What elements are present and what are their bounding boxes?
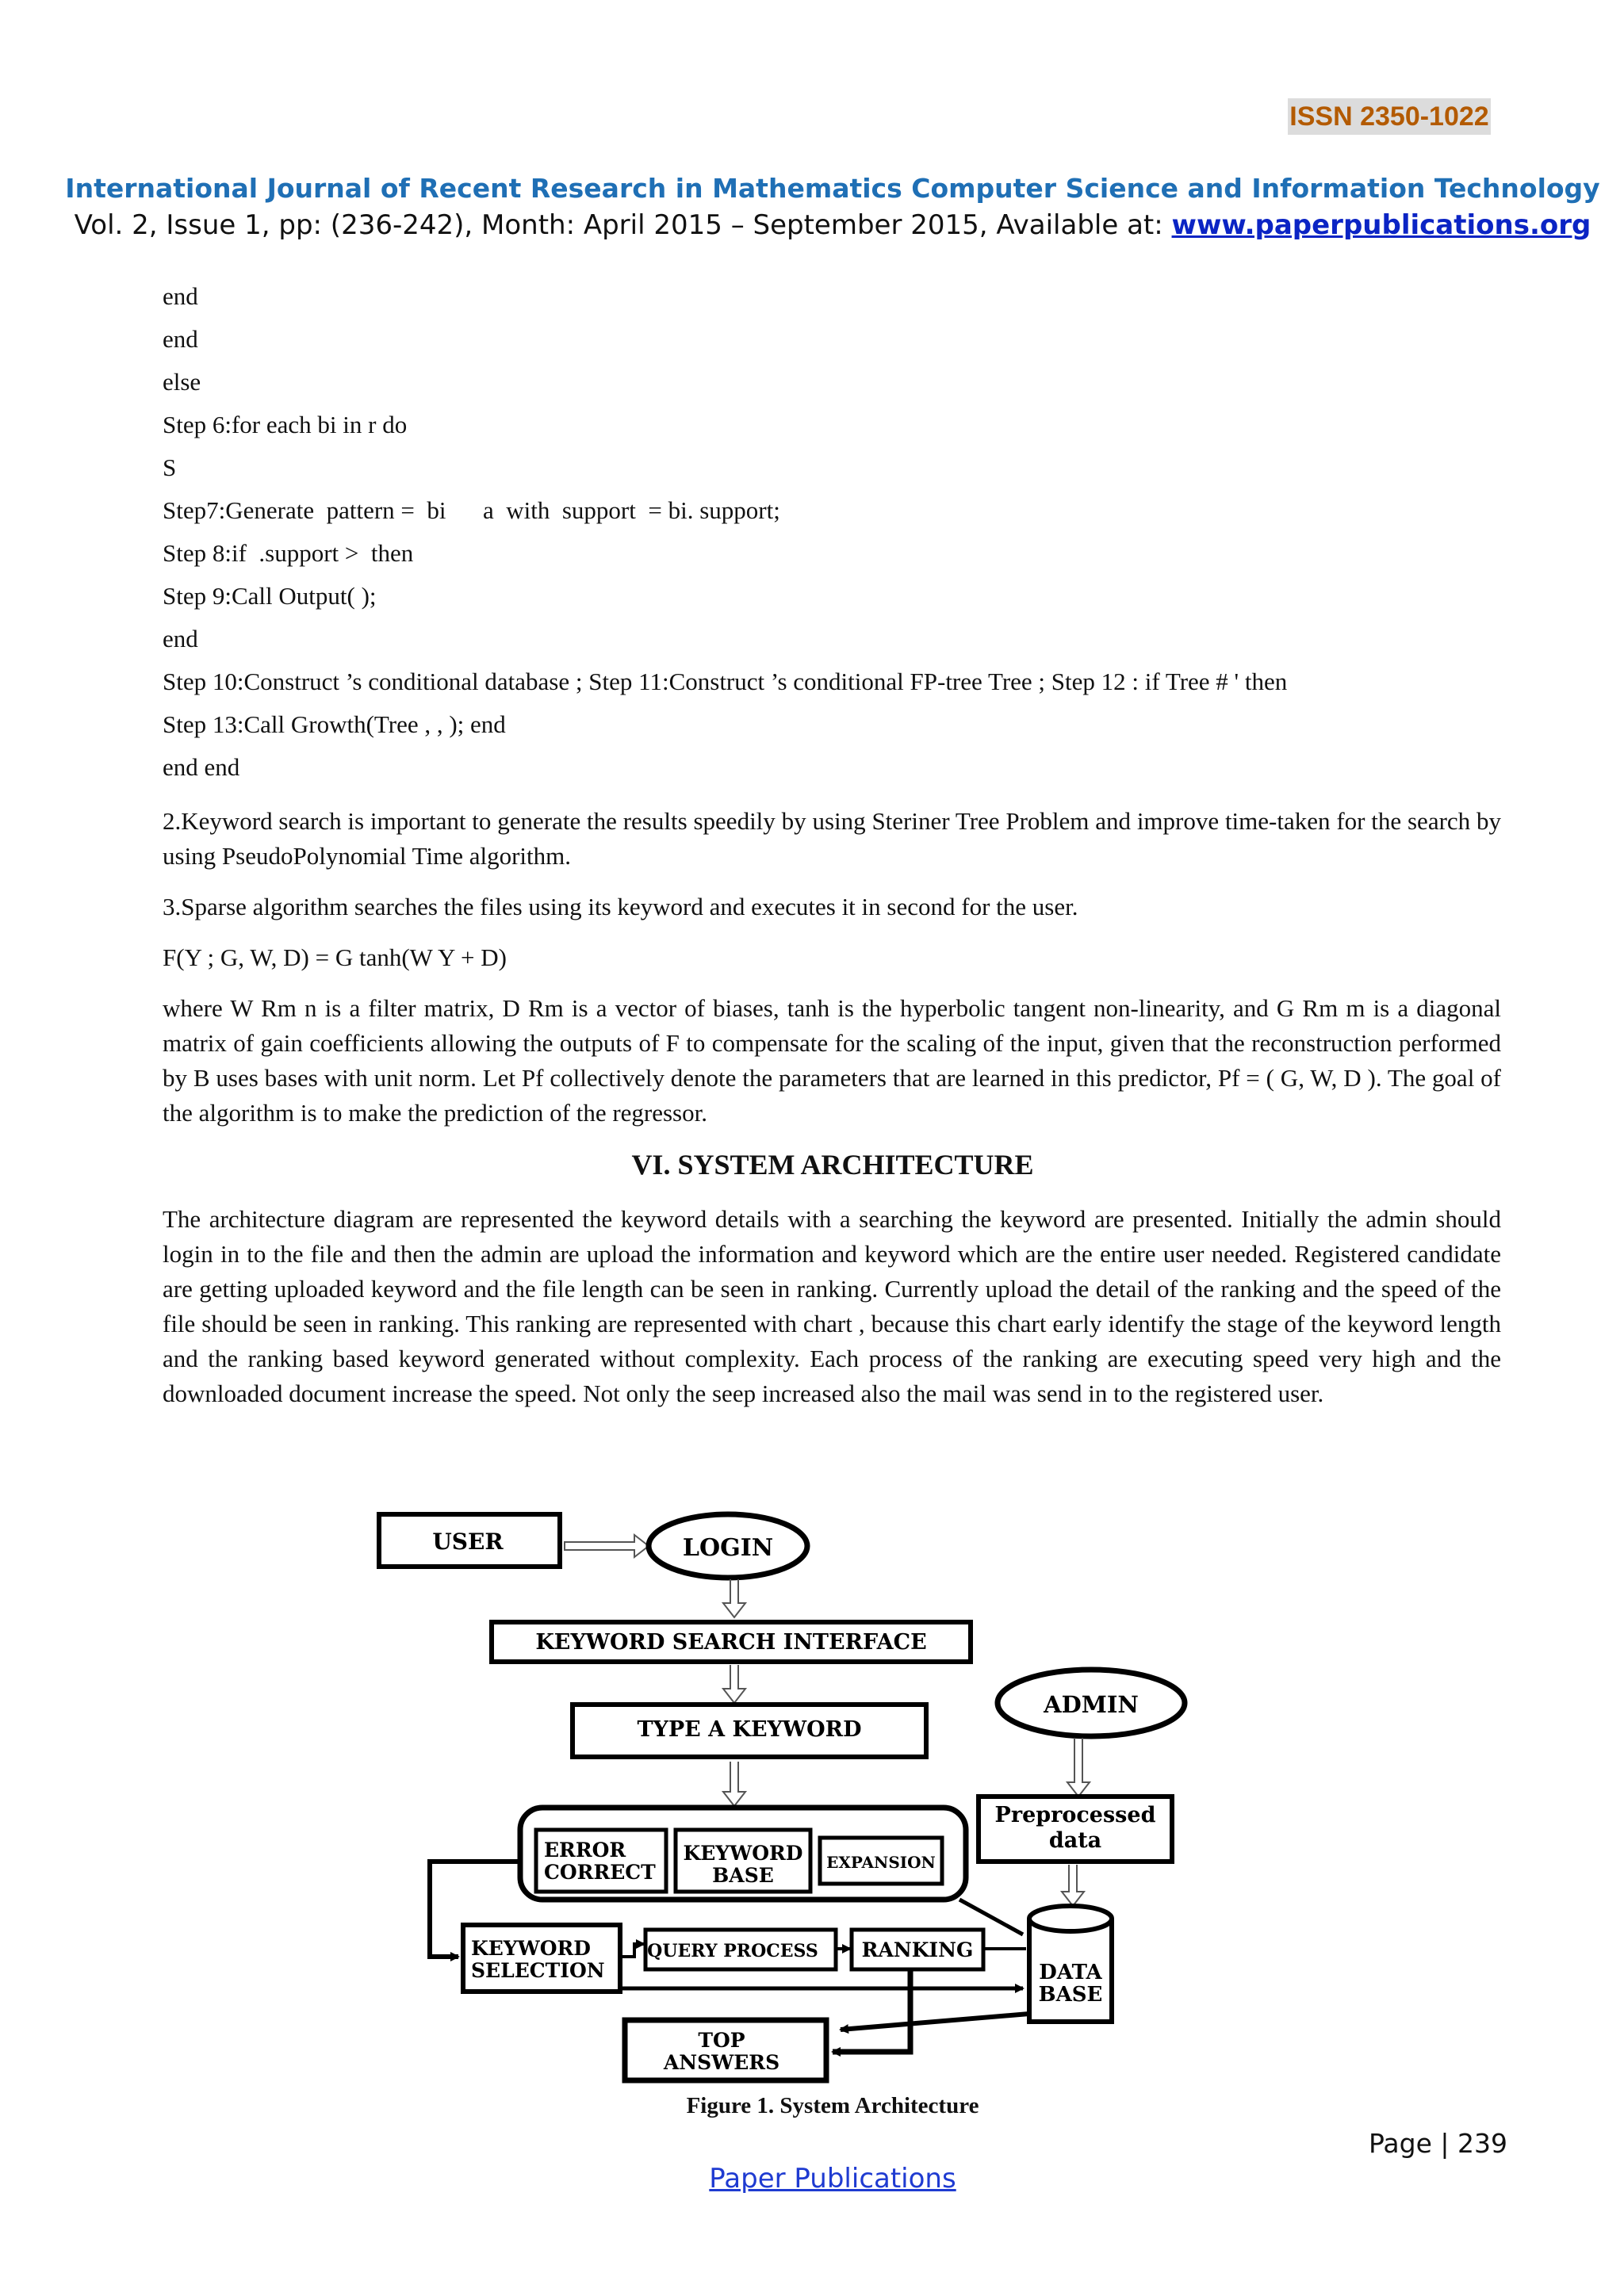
issn-badge: ISSN 2350-1022 bbox=[1288, 98, 1491, 135]
journal-title: International Journal of Recent Research in Mathematics Computer Science and Information Technology bbox=[65, 173, 1600, 204]
algo-line: S bbox=[163, 453, 177, 481]
arrow-type-group bbox=[723, 1762, 745, 1806]
connector-selection-query bbox=[620, 1944, 644, 1957]
user-label: USER bbox=[432, 1529, 504, 1555]
arrow-admin-preprocessed bbox=[1067, 1738, 1090, 1797]
error-label-2: CORRECT bbox=[544, 1861, 656, 1884]
ranking-label: RANKING bbox=[861, 1938, 974, 1961]
error-label-1: ERROR bbox=[544, 1839, 626, 1862]
database-label-2: BASE bbox=[1038, 1983, 1103, 2007]
paragraph-architecture: The architecture diagram are represented the keyword details with a searching the keyword are presented. Initially the admin should login in to the file and then the admin are upload the information and keyword which are the entire user needed. Registered candidate are getting uploaded keyword and the file length can be seen in ranking. Currently upload the detail of the ranking and the speed of the file should be seen in ranking. This ranking are represented with chart , because this chart early identify the stage of the keyword length and the ranking based keyword generated without complexity. Each process of the ranking are executing speed very high and the downloaded document increase the speed. Not only the seep increased also the mail was send in to the registered user. bbox=[163, 1205, 1501, 1407]
paragraph-sparse: 3.Sparse algorithm searches the files using its keyword and executes it in second for the user. bbox=[163, 893, 1078, 920]
algo-line: else bbox=[163, 368, 201, 396]
algo-line: Step 9:Call Output( ); bbox=[163, 582, 377, 610]
search-interface-label: KEYWORD SEARCH INTERFACE bbox=[535, 1630, 927, 1655]
volume-info: Vol. 2, Issue 1, pp: (236-242), Month: April 2015 – September 2015, Available at: bbox=[74, 209, 1163, 241]
admin-label: ADMIN bbox=[1044, 1691, 1139, 1718]
algo-line: end bbox=[163, 625, 198, 652]
type-keyword-label: TYPE A KEYWORD bbox=[637, 1717, 862, 1742]
algo-line: end end bbox=[163, 753, 240, 781]
algo-line: Step7:Generate pattern = bi a with support = bi. support; bbox=[163, 496, 780, 524]
keyword-selection-label-2: SELECTION bbox=[471, 1959, 605, 1982]
arrow-login-interface bbox=[723, 1579, 745, 1617]
algo-line: end bbox=[163, 282, 198, 310]
connector-database-top bbox=[841, 2014, 1029, 2030]
top-answers-label-1: TOP bbox=[698, 2029, 745, 2052]
keyword-base-label-2: BASE bbox=[712, 1864, 774, 1887]
figure-caption: Figure 1. System Architecture bbox=[686, 2093, 979, 2118]
algo-line: Step 6:for each bi in r do bbox=[163, 411, 408, 438]
expansion-label: EXPANSION bbox=[826, 1853, 936, 1872]
section-heading: VI. SYSTEM ARCHITECTURE bbox=[631, 1149, 1034, 1181]
algo-line: Step 8:if .support > then bbox=[163, 539, 414, 567]
paragraph-keyword-search: 2.Keyword search is important to generate the results speedily by using Steriner Tree Problem and improve time-taken for the search by using PseudoPolynomial Time algorithm. bbox=[163, 807, 1501, 870]
arrow-preprocessed-database bbox=[1062, 1865, 1084, 1906]
algo-line: Step 10:Construct ’s conditional database ; Step 11:Construct ’s conditional FP-tree Tree ; Step 12 : if Tree # ' then bbox=[163, 668, 1288, 695]
connector-ranking-top bbox=[833, 1969, 910, 2052]
top-answers-label-2: ANSWERS bbox=[663, 2051, 780, 2074]
database-label-1: DATA bbox=[1039, 1961, 1102, 1984]
arrow-user-login bbox=[565, 1535, 649, 1557]
page-number: Page | 239 bbox=[1369, 2128, 1507, 2159]
algo-line: Step 13:Call Growth(Tree , , ); end bbox=[163, 710, 506, 738]
login-label: LOGIN bbox=[682, 1534, 774, 1562]
query-process-label: QUERY PROCESS bbox=[647, 1941, 818, 1961]
website-link[interactable]: www.paperpublications.org bbox=[1171, 209, 1591, 241]
preprocessed-label-2: data bbox=[1048, 1828, 1102, 1853]
paragraph-where: where W Rm n is a filter matrix, D Rm is a vector of biases, tanh is the hyperbolic tangent non-linearity, and G Rm m is a diagonal matrix of gain coefficients allowing the outputs of F to compensate for the scaling of the input, given that the reconstruction performed by B uses bases with unit norm. Let Pf collectively denote the parameters that are learned in this predictor, Pf = ( G, W, D ). The goal of the algorithm is to make the prediction of the regressor. bbox=[163, 994, 1501, 1127]
keyword-selection-label-1: KEYWORD bbox=[471, 1937, 591, 1960]
formula: F(Y ; G, W, D) = G tanh(W Y + D) bbox=[163, 943, 507, 971]
algo-line: end bbox=[163, 325, 198, 353]
preprocessed-label-1: Preprocessed bbox=[994, 1803, 1156, 1827]
arrow-interface-type bbox=[723, 1665, 745, 1703]
footer-link[interactable]: Paper Publications bbox=[709, 2163, 956, 2195]
keyword-base-label-1: KEYWORD bbox=[683, 1842, 803, 1865]
